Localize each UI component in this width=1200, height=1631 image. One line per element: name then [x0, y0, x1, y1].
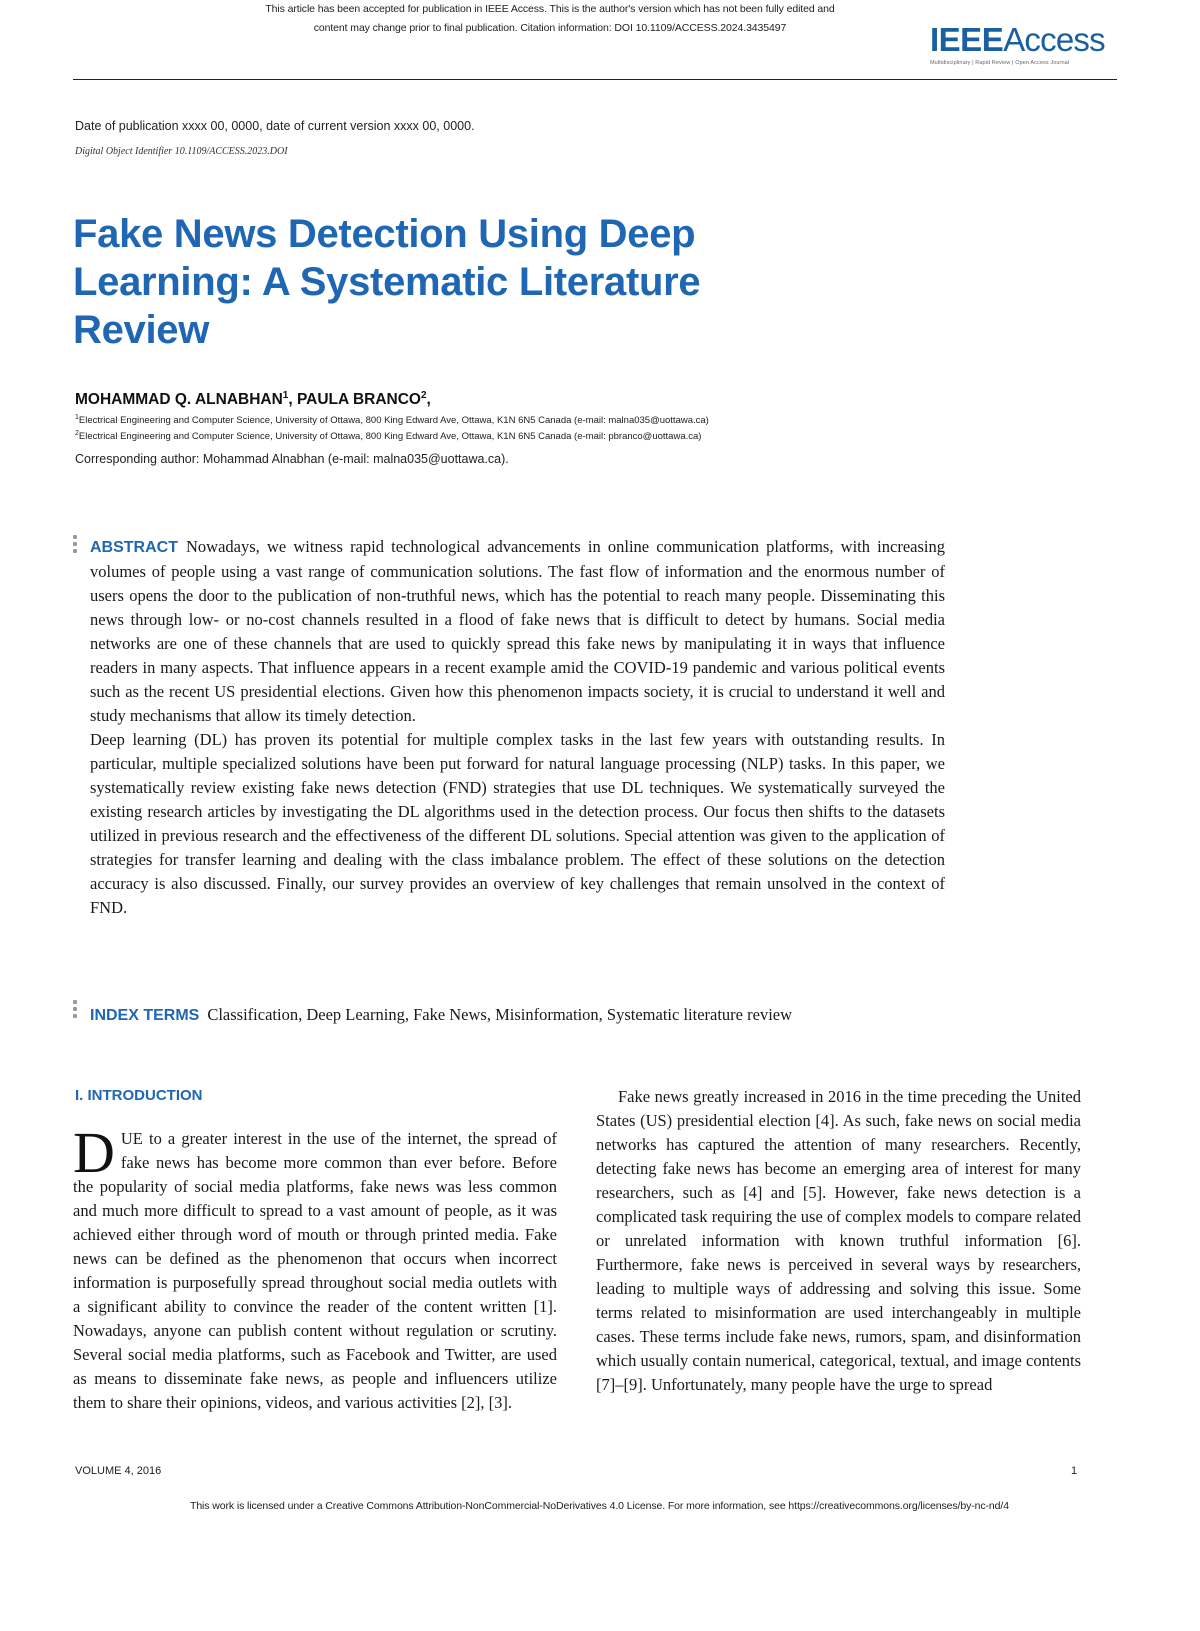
publication-date: Date of publication xxxx 00, 0000, date of current version xxxx 00, 0000.	[75, 119, 475, 133]
drop-cap: D	[73, 1120, 115, 1185]
logo-ieee: IEEE	[930, 21, 1004, 58]
corresponding-author: Corresponding author: Mohammad Alnabhan (e-mail: malna035@uottawa.ca).	[75, 452, 509, 466]
author-1: MOHAMMAD Q. ALNABHAN	[75, 391, 283, 409]
notice-line-2: content may change prior to final publication. Citation information: DOI 10.1109/ACCESS.2024.3435497	[313, 22, 787, 34]
affiliation-1	[75, 414, 709, 426]
author-1-sup: 1	[282, 390, 289, 401]
affiliation-1-sup: 1	[75, 414, 79, 421]
index-terms	[90, 1003, 960, 1028]
author-2-sup: 2	[420, 390, 427, 401]
ieee-access-logo	[930, 22, 1105, 66]
header-rule	[73, 79, 1117, 80]
intro-text-right: Fake news greatly increased in 2016 in the time preceding the United States (US) presidential election [4]. As such, fake news on social media networks has captured the attention of many researchers. Recently, detecting fake news has become an emerging area of interest for many researchers, such as [4] and [5]. However, fake news detection is a complicated task requiring the use of complex models to compare related or unrelated information with known truthful information [6]. Furthermore, fake news is perceived in several ways by researchers, leading to multiple ways of addressing and solving this issue. Some terms related to misinformation are used interchangeably in multiple cases. These terms include fake news, rumors, spam, and disinformation which usually contain numerical, categorical, textual, and image contents [7]–[9]. Unfortunately, many people have the urge to spread	[596, 1087, 1081, 1394]
intro-text-left: UE to a greater interest in the use of the internet, the spread of fake news has become more common than ever before. Before the popularity of social media platforms, fake news was less common and much more difficult to spread to a vast amount of people, as it was achieved either through word of mouth or through printed media. Fake news can be defined as the phenomenon that occurs when incorrect information is purposefully spread throughout social media outlets with a significant ability to convince the reader of the content written [1]. Nowadays, anyone can publish content without regulation or scrutiny. Several social media platforms, such as Facebook and Twitter, are used as means to disseminate fake news, as people and influencers utilize them to share their opinions, videos, and various activities [2], [3].	[73, 1129, 557, 1412]
index-terms-marker	[73, 998, 79, 1021]
acceptance-notice	[180, 0, 920, 38]
author-line: MOHAMMAD Q. ALNABHAN$^1$, PAULA BRANCO$^2$,	[75, 390, 431, 409]
abstract-para-1	[90, 535, 945, 728]
footer-volume: VOLUME 4, 2016	[75, 1465, 162, 1477]
abstract-text-1: Nowadays, we witness rapid technological advancements in online communication platforms, with increasing volumes of people using a vast range of communication solutions. The fast flow of information and the enormous number of users opens the door to the publication of non-truthful news, which has the potential to reach many people. Disseminating this news through low- or no-cost channels resulted in a flood of fake news that is difficult to detect by humans. Social media networks are one of these channels that are used to quickly spread this fake news by manipulating it in ways that influence readers in many aspects. That influence appears in a recent example amid the COVID-19 pandemic and various political events such as the recent US presidential elections. Given how this phenomenon impacts society, it is crucial to understand it well and study mechanisms that allow its timely detection.	[90, 537, 945, 725]
affiliation-2	[75, 430, 701, 442]
abstract-heading: ABSTRACT	[90, 539, 178, 556]
author-2: PAULA BRANCO	[296, 391, 421, 409]
logo-access: Access	[1003, 21, 1105, 58]
notice-line-1: This article has been accepted for publication in IEEE Access. This is the author's version which has not been fully edited and	[265, 3, 835, 15]
logo-tagline: Multidisciplinary | Rapid Review | Open Access Journal	[930, 60, 1070, 66]
affiliation-2-text: Electrical Engineering and Computer Science, University of Ottawa, 800 King Edward Ave, Ottawa, K1N 6N5 Canada (e-mail: pbranco@uottawa.ca)	[78, 431, 702, 443]
doi-line: Digital Object Identifier 10.1109/ACCESS.2023.DOI	[75, 146, 288, 157]
paper-title: Fake News Detection Using Deep Learning: A Systematic Literature Review	[73, 212, 701, 352]
affiliation-1-text: Electrical Engineering and Computer Science, University of Ottawa, 800 King Edward Ave, Ottawa, K1N 6N5 Canada (e-mail: malna035@uottawa.ca)	[78, 415, 709, 427]
abstract-marker	[73, 533, 79, 556]
intro-column-left	[73, 1120, 557, 1415]
abstract-para-2: Deep learning (DL) has proven its potential for multiple complex tasks in the last few years with outstanding results. In particular, multiple specialized solutions have been put forward for natural language processing (NLP) tasks. In this paper, we systematically review existing fake news detection (FND) strategies that use DL techniques. We systematically surveyed the existing research articles by investigating the DL algorithms used in the detection process. Our focus then shifts to the datasets utilized in previous research and the effectiveness of the different DL solutions. Special attention was given to the application of strategies for transfer learning and dealing with the class imbalance problem. The effect of these solutions on the detection accuracy is also discussed. Finally, our survey provides an overview of key challenges that remain unsolved in the context of FND.	[90, 730, 945, 917]
intro-column-right	[596, 1085, 1081, 1397]
page-number: 1	[1071, 1465, 1078, 1477]
index-terms-heading: INDEX TERMS	[90, 1007, 200, 1024]
abstract-block	[90, 535, 945, 920]
section-heading-introduction: I. INTRODUCTION	[75, 1087, 203, 1104]
affiliation-2-sup: 2	[75, 430, 79, 437]
index-terms-text: Classification, Deep Learning, Fake News, Misinformation, Systematic literature review	[207, 1005, 793, 1024]
license-notice: This work is licensed under a Creative Commons Attribution-NonCommercial-NoDerivatives 4.0 License. For more information, see https://creativecommons.org/licenses/by-nc-nd/4	[190, 1500, 1009, 1512]
